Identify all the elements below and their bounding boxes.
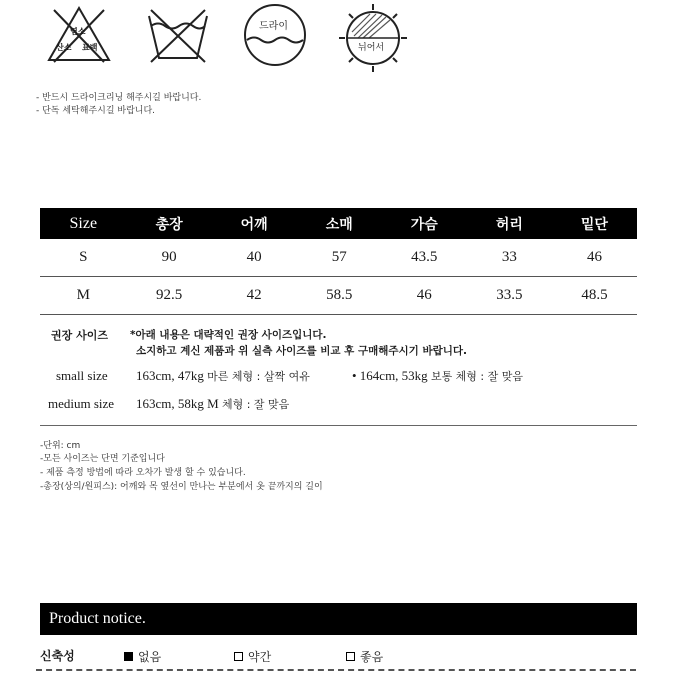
stretch-option-good: 좋음 — [346, 648, 383, 665]
table-row — [40, 277, 637, 315]
unit-note: - 제품 측정 방법에 따라 오차가 발생 할 수 있습니다. — [40, 468, 246, 478]
header-cell: 어깨 — [212, 208, 297, 239]
recommend-label: 권장 사이즈 — [51, 329, 108, 342]
size-table-header — [40, 208, 637, 239]
table-cell: 46 — [552, 239, 637, 277]
table-cell: 33.5 — [467, 277, 552, 315]
header-cell: 밑단 — [552, 208, 637, 239]
care-note: - 반드시 드라이크리닝 해주시길 바랍니다. — [36, 93, 202, 103]
table-cell: 92.5 — [127, 277, 212, 315]
medium-size-fit: 163cm, 58kg M 체형 : 잘 맞음 — [136, 396, 290, 411]
recommend-note: 소지하고 계신 제품과 위 실측 사이즈를 비교 후 구매해주시기 바랍니다. — [136, 345, 468, 357]
table-cell: 48.5 — [552, 277, 637, 315]
dry-clean-icon: 드라이 — [240, 2, 310, 68]
table-row — [40, 239, 637, 277]
unit-note: -모든 사이즈는 단면 기준입니다 — [40, 454, 165, 464]
small-size-label: small size — [56, 368, 108, 383]
divider — [40, 425, 637, 426]
stretch-label: 신축성 — [40, 649, 75, 663]
care-note: - 단독 세탁해주시길 바랍니다. — [36, 106, 156, 116]
size-table — [40, 208, 637, 315]
table-cell: M — [40, 277, 127, 315]
small-size-fit-alt: • 164cm, 53kg 보통 체형 : 잘 맞음 — [352, 368, 524, 383]
header-cell: Size — [40, 208, 127, 239]
table-cell: 43.5 — [382, 239, 467, 277]
dry-in-shade-icon: 뉘어서 — [336, 2, 410, 74]
table-cell: 57 — [297, 239, 382, 277]
table-cell: 58.5 — [297, 277, 382, 315]
stretch-option-some: 약간 — [234, 648, 271, 665]
table-cell: 46 — [382, 277, 467, 315]
unit-note: -총장(상의/원피스): 어깨와 목 옆선이 만나는 부분에서 옷 끝까지의 길이 — [40, 482, 323, 492]
header-cell: 허리 — [467, 208, 552, 239]
product-notice-title: Product notice. — [40, 603, 637, 635]
checkbox-icon — [234, 652, 243, 661]
header-cell: 총장 — [127, 208, 212, 239]
wash-prohibited-icon — [143, 2, 213, 66]
header-cell: 소매 — [297, 208, 382, 239]
dashed-divider — [36, 669, 636, 671]
table-cell: 33 — [467, 239, 552, 277]
table-cell: 90 — [127, 239, 212, 277]
table-cell: 42 — [212, 277, 297, 315]
recommend-note: *아래 내용은 대략적인 권장 사이즈입니다. — [130, 329, 327, 341]
stretch-option-none: 없음 — [124, 648, 161, 665]
checkbox-icon — [346, 652, 355, 661]
header-cell: 가슴 — [382, 208, 467, 239]
table-cell: 40 — [212, 239, 297, 277]
unit-note: -단위: cm — [40, 441, 81, 451]
checked-box-icon — [124, 652, 133, 661]
table-cell: S — [40, 239, 127, 277]
medium-size-label: medium size — [48, 396, 115, 411]
bleach-prohibited-icon: 염소 산소 표백 — [44, 2, 114, 66]
small-size-fit: 163cm, 47kg 마른 체형 : 살짝 여유 — [136, 368, 310, 383]
